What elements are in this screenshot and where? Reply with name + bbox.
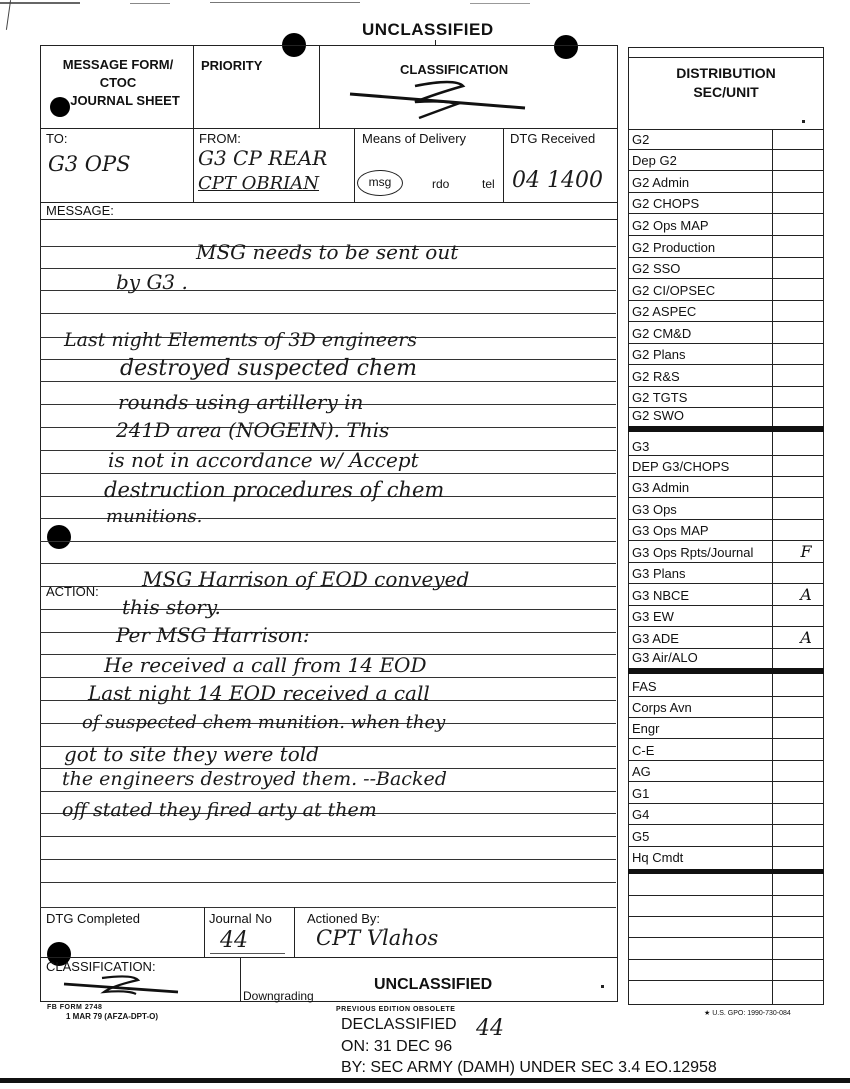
distribution-row: G2 <box>628 129 824 150</box>
distribution-row: G3 EW <box>628 606 824 627</box>
from-value-2: CPT OBRIAN <box>198 173 320 194</box>
classification-stroke <box>345 78 530 123</box>
action-label: ACTION: <box>46 584 99 599</box>
action-line: Last night 14 EOD received a call <box>88 681 430 705</box>
action-line: off stated they fired arty at them <box>62 799 377 821</box>
distribution-row: G3 Air/ALO <box>632 650 698 665</box>
from-value-1: G3 CP REAR <box>198 146 328 170</box>
distribution-row: G3 ADE A <box>628 628 824 649</box>
distribution-empty-row <box>628 960 824 981</box>
small-dot <box>601 985 604 988</box>
message-line: rounds using artillery in <box>118 390 364 414</box>
small-dot <box>802 120 805 123</box>
dtg-completed-label: DTG Completed <box>46 911 140 926</box>
message-line: destruction procedures of chem <box>104 478 445 502</box>
actioned-by-label: Actioned By: <box>307 911 380 926</box>
distribution-row: G2 Production <box>628 237 824 258</box>
message-line: destroyed suspected chem <box>120 356 417 381</box>
classification-bottom-label: CLASSIFICATION: <box>46 959 156 974</box>
action-line: this story. <box>122 595 221 619</box>
dtg-received-label: DTG Received <box>510 131 596 146</box>
dtg-received-value: 04 1400 <box>512 168 603 193</box>
distribution-empty-row <box>628 981 824 1005</box>
distribution-row: G2 Admin <box>628 172 824 193</box>
message-line: by G3 . <box>116 270 188 294</box>
action-line: got to site they were told <box>64 742 319 766</box>
declassified-number: 44 <box>476 1016 504 1041</box>
action-line: He received a call from 14 EOD <box>104 653 427 677</box>
distribution-empty-row <box>628 917 824 938</box>
classification-top: UNCLASSIFIED <box>362 20 494 39</box>
distribution-row: AG <box>628 761 824 782</box>
distribution-row: DEP G3/CHOPS <box>628 456 824 477</box>
delivery-label: Means of Delivery <box>362 131 467 146</box>
downgrading-label: Downgrading <box>243 989 314 1003</box>
action-line: Per MSG Harrison: <box>116 623 310 647</box>
message-line: 241D area (NOGEIN). This <box>116 418 390 442</box>
journal-no-value: 44 <box>220 928 248 953</box>
distribution-row: G3 Plans <box>628 563 824 584</box>
action-line: of suspected chem munition. when they <box>82 712 446 733</box>
distribution-row: G3 Ops MAP <box>628 520 824 541</box>
declassified-line-2: ON: 31 DEC 96 <box>341 1038 453 1055</box>
distribution-row: G2 TGTS <box>628 387 824 408</box>
to-label: TO: <box>46 131 68 146</box>
message-label: MESSAGE: <box>46 203 114 218</box>
distribution-row: G2 CM&D <box>628 323 824 344</box>
distribution-row: G3 <box>628 434 824 456</box>
distribution-row: G2 SSO <box>628 258 824 279</box>
classification-label: CLASSIFICATION <box>400 62 509 77</box>
declassified-line-3: BY: SEC ARMY (DAMH) UNDER SEC 3.4 EO.12958 <box>341 1059 717 1076</box>
form-date: 1 MAR 79 (AFZA-DPT-O) <box>66 1012 158 1021</box>
distribution-row: G2 CHOPS <box>628 193 824 214</box>
distribution-row: G2 R&S <box>628 366 824 387</box>
distribution-row: G2 Ops MAP <box>628 215 824 236</box>
message-line: MSG needs to be sent out <box>196 240 459 264</box>
journal-no-label: Journal No <box>209 911 272 926</box>
message-line: is not in accordance w/ Accept <box>108 448 419 472</box>
previous-edition: PREVIOUS EDITION OBSOLETE <box>336 1006 456 1013</box>
distribution-row: Dep G2 <box>628 150 824 171</box>
distribution-row: Corps Avn <box>628 697 824 718</box>
distribution-row: Hq Cmdt <box>632 850 684 865</box>
distribution-row: G1 <box>628 783 824 804</box>
delivery-msg: msg <box>357 170 403 196</box>
distribution-row: G3 Ops <box>628 499 824 520</box>
distribution-row: G2 SWO <box>632 408 685 423</box>
section-divider <box>628 426 824 432</box>
delivery-tel: tel <box>482 177 495 191</box>
distribution-row: G2 ASPEC <box>628 301 824 322</box>
distribution-row: G3 Ops Rpts/Journal F <box>628 542 824 563</box>
distribution-row: G3 NBCE A <box>628 585 824 606</box>
delivery-rdo: rdo <box>432 177 450 191</box>
distribution-empty-row <box>628 939 824 960</box>
distribution-row: G5 <box>628 826 824 847</box>
from-label: FROM: <box>199 131 241 146</box>
distribution-row: G3 Admin <box>628 477 824 498</box>
distribution-row: C-E <box>628 740 824 761</box>
action-line: MSG Harrison of EOD conveyed <box>142 567 470 591</box>
form-title: MESSAGE FORM/ CTOC JOURNAL SHEET <box>62 57 180 108</box>
bottom-edge <box>0 1078 850 1083</box>
distribution-title: DISTRIBUTION SEC/UNIT <box>676 65 776 100</box>
classification-bottom-stroke <box>62 972 182 1000</box>
distribution-empty-row <box>628 896 824 917</box>
gpo-note: ★ U.S. GPO: 1990-730-084 <box>704 1010 791 1017</box>
priority-label: PRIORITY <box>201 58 263 73</box>
message-line: munitions. <box>106 506 203 527</box>
distribution-row: G2 Plans <box>628 344 824 365</box>
scan-noise <box>0 0 850 10</box>
distribution-empty-row <box>628 874 824 896</box>
form-number: FB FORM 2748 <box>47 1004 103 1011</box>
distribution-row: G2 CI/OPSEC <box>628 280 824 301</box>
message-line: Last night Elements of 3D engineers <box>64 329 418 351</box>
distribution-row: Engr <box>628 718 824 739</box>
distribution-row: FAS <box>628 674 824 697</box>
classification-bottom-value: UNCLASSIFIED <box>374 976 493 993</box>
declassified-line-1: DECLASSIFIED <box>341 1016 457 1033</box>
actioned-by-value: CPT Vlahos <box>316 926 439 950</box>
to-value: G3 OPS <box>48 152 131 176</box>
distribution-row: G4 <box>628 804 824 825</box>
action-line: the engineers destroyed them. --Backed <box>62 768 447 790</box>
